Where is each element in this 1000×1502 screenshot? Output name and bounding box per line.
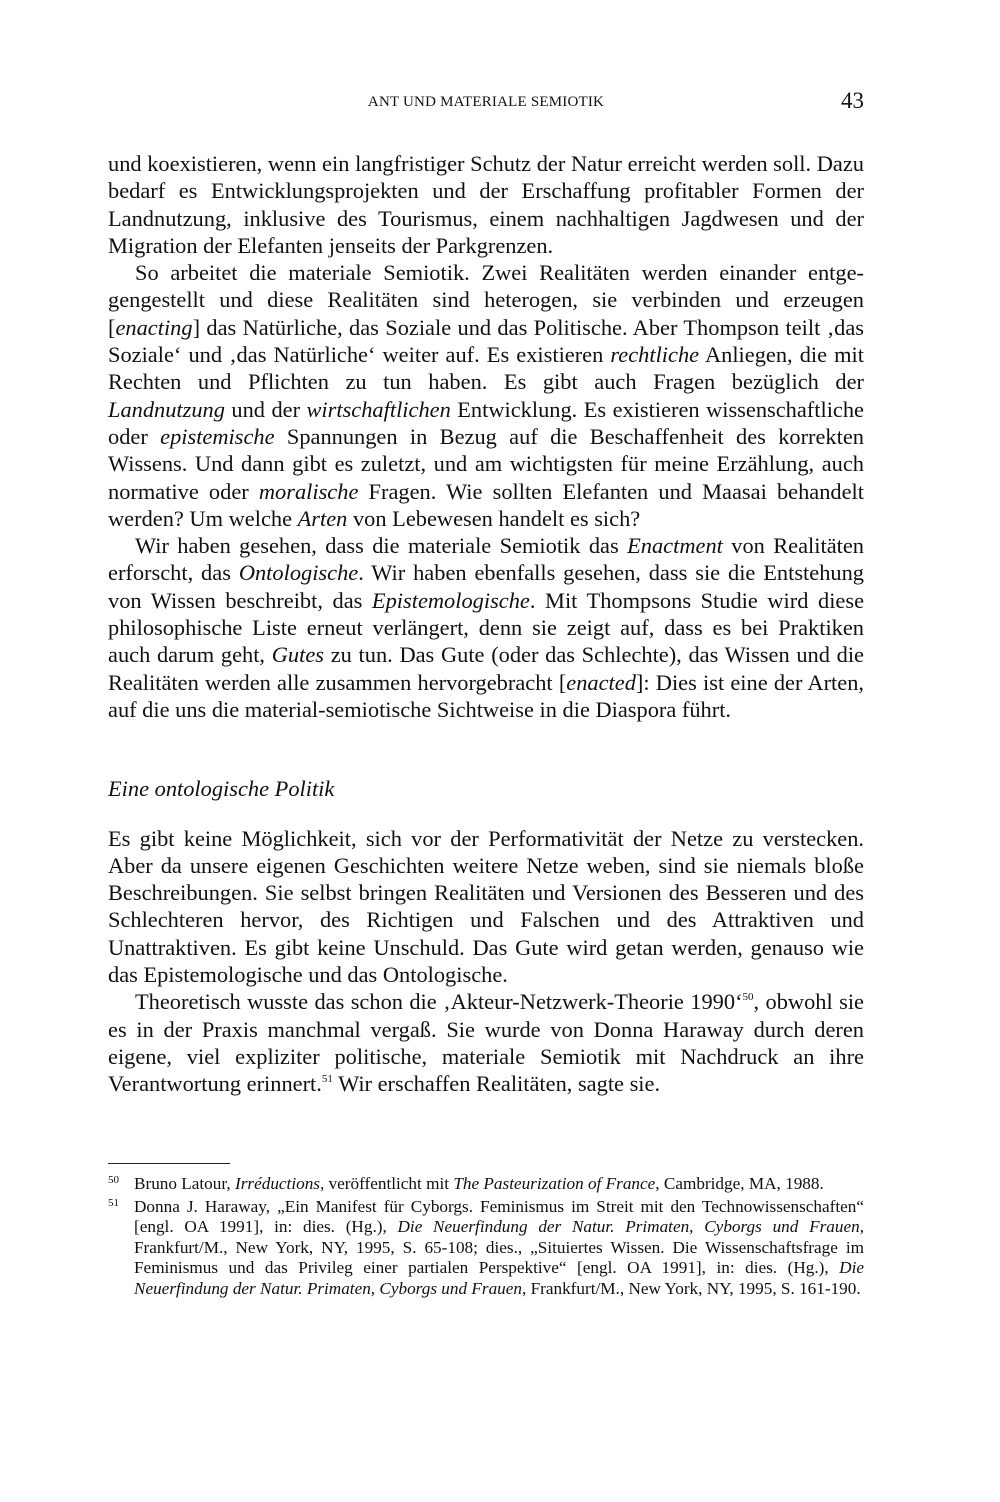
italic-text: enacted	[566, 669, 636, 695]
italic-text: moralische	[258, 478, 359, 504]
footnote	[108, 1174, 864, 1195]
footnote-reference: 50	[742, 991, 754, 1004]
italic-text: Irréductions	[235, 1174, 320, 1193]
page-header	[108, 90, 864, 120]
italic-text: rechtliche	[610, 342, 700, 368]
italic-text: Die Neuerfindung der Natur. Primaten, Cyborgs und Frauen	[397, 1217, 860, 1236]
page-number: 43	[841, 88, 864, 113]
paragraph: Wir haben gesehen, dass die materiale Semiotik das Enactment von Realitäten erforscht, das Ontologische. Wir haben ebenfalls gesehen, dass sie die Entstehung von Wissen beschreibt, das Epistemologische. Mit Thompsons Studie wird diese philosophische Liste erneut verlängert, denn sie zeigt auf, dass es bei Praktiken auch darum geht, Gutes zu tun. Das Gute (oder das Schlechte), das Wissen und die Realitäten werden alle zusammen hervorgebracht [enacted]: Dies ist eine der Arten, auf die uns die material-semiotische Sichtweise in die Diaspora führt.	[108, 533, 865, 722]
italic-text: enacting	[115, 314, 193, 340]
italic-text: wirtschaftlichen	[306, 396, 451, 422]
italic-text: Landnutzung	[108, 396, 225, 422]
italic-text: epistemische	[160, 423, 275, 449]
main-text	[108, 150, 864, 1098]
footnote	[108, 1197, 864, 1300]
footnote-text: Bruno Latour, Irréductions, veröffentlicht mit The Pasteurization of France, Cambridge, MA, 1988.	[134, 1174, 824, 1193]
italic-text: Ontologische	[238, 560, 359, 586]
paragraph: und koexistieren, wenn ein langfristiger Schutz der Natur erreicht werden soll. Dazu bedarf es Entwicklungsprojekten und der Erschaffung profitabler Formen der Landnutzung, inklusive des Tourismus, einem nachhaltigen Jagdwesen und der Migration der Elefanten jenseits der Parkgrenzen.	[108, 151, 864, 258]
italic-text: The Pasteurization of France	[453, 1174, 656, 1193]
footnote-text: Donna J. Haraway, „Ein Manifest für Cyborgs. Feminismus im Streit mit den Technowissenschaften“ [engl. OA 1991], in: dies. (Hg.), Die Neuerfindung der Natur. Primaten, Cyborgs und Frauen, Frankfurt/M., New York, NY, 1995, S. 65-108; dies., „Situiertes Wissen. Die Wissenschaftsfrage im Feminismus und das Privileg einer partialen Perspektive“ [engl. OA 1991], in: dies. (Hg.), Die Neuerfindung der Natur. Primaten, Cyborgs und Frauen, Frankfurt/M., New York, NY, 1995, S. 161-190.	[134, 1196, 864, 1298]
footnote-reference: 51	[321, 1073, 333, 1086]
section-heading: Eine ontologische Politik	[108, 776, 335, 802]
italic-text: Die Neuerfindung der Natur. Primaten, Cyborgs und Frauen	[134, 1258, 864, 1298]
footnote-separator	[108, 1163, 230, 1164]
italic-text: Arten	[297, 505, 348, 531]
footnotes	[108, 1174, 864, 1301]
footnote-number: 50	[108, 1174, 119, 1186]
paragraph: Theoretisch wusste das schon die ‚Akteur-Netzwerk-Theorie 1990‘$^{50}$, obwohl sie es in der Praxis manchmal vergaß. Sie wurde von Donna Haraway durch deren eigene, viel expliziter politische, materiale Semiotik mit Nachdruck an ihre Verantwortung erinnert.$^{51}$ Wir erschaffen Realitäten, sagte sie.	[108, 989, 864, 1097]
paragraph: Es gibt keine Möglichkeit, sich vor der Performativität der Netze zu verstecken. Aber da unsere eigenen Geschichten weitere Netze weben, sind sie niemals bloße Beschreibungen. Sie selbst bringen Realitäten und Versionen des Besseren und des Schlechteren hervor, des Richtigen und Falschen und des Attraktiven und Unattraktiven. Es gibt keine Unschuld. Das Gute wird getan werden, genauso wie das Epistemologische und das Ontologische.	[108, 825, 864, 988]
footnote-number: 51	[108, 1196, 119, 1209]
italic-text: Gutes	[271, 642, 324, 668]
italic-text: Epistemologische	[371, 587, 530, 613]
italic-text: Enactment	[627, 533, 723, 559]
running-title: ANT UND MATERIALE SEMIOTIK	[367, 94, 605, 110]
paragraph: So arbeitet die materiale Semiotik. Zwei Realitäten werden einander entgegengestellt und diese Realitäten sind heterogen, sie verbinden und erzeugen [enacting] das Natürliche, das Soziale und das Politische. Aber Thompson teilt ‚das Soziale‘ und ‚das Natürliche‘ weiter auf. Es existieren rechtliche Anliegen, die mit Rechten und Pflichten zu tun haben. Es gibt auch Fragen bezüglich der Landnutzung und der wirtschaftlichen Entwicklung. Es existieren wissenschaftliche oder epistemische Spannungen in Bezug auf die Beschaffenheit des korrekten Wissens. Und dann gibt es zuletzt, und am wichtigsten für meine Erzählung, auch normative oder moralische Fragen. Wie sollten Elefanten und Maasai behandelt werden? Um welche Arten von Lebewesen handelt es sich?	[108, 260, 864, 531]
